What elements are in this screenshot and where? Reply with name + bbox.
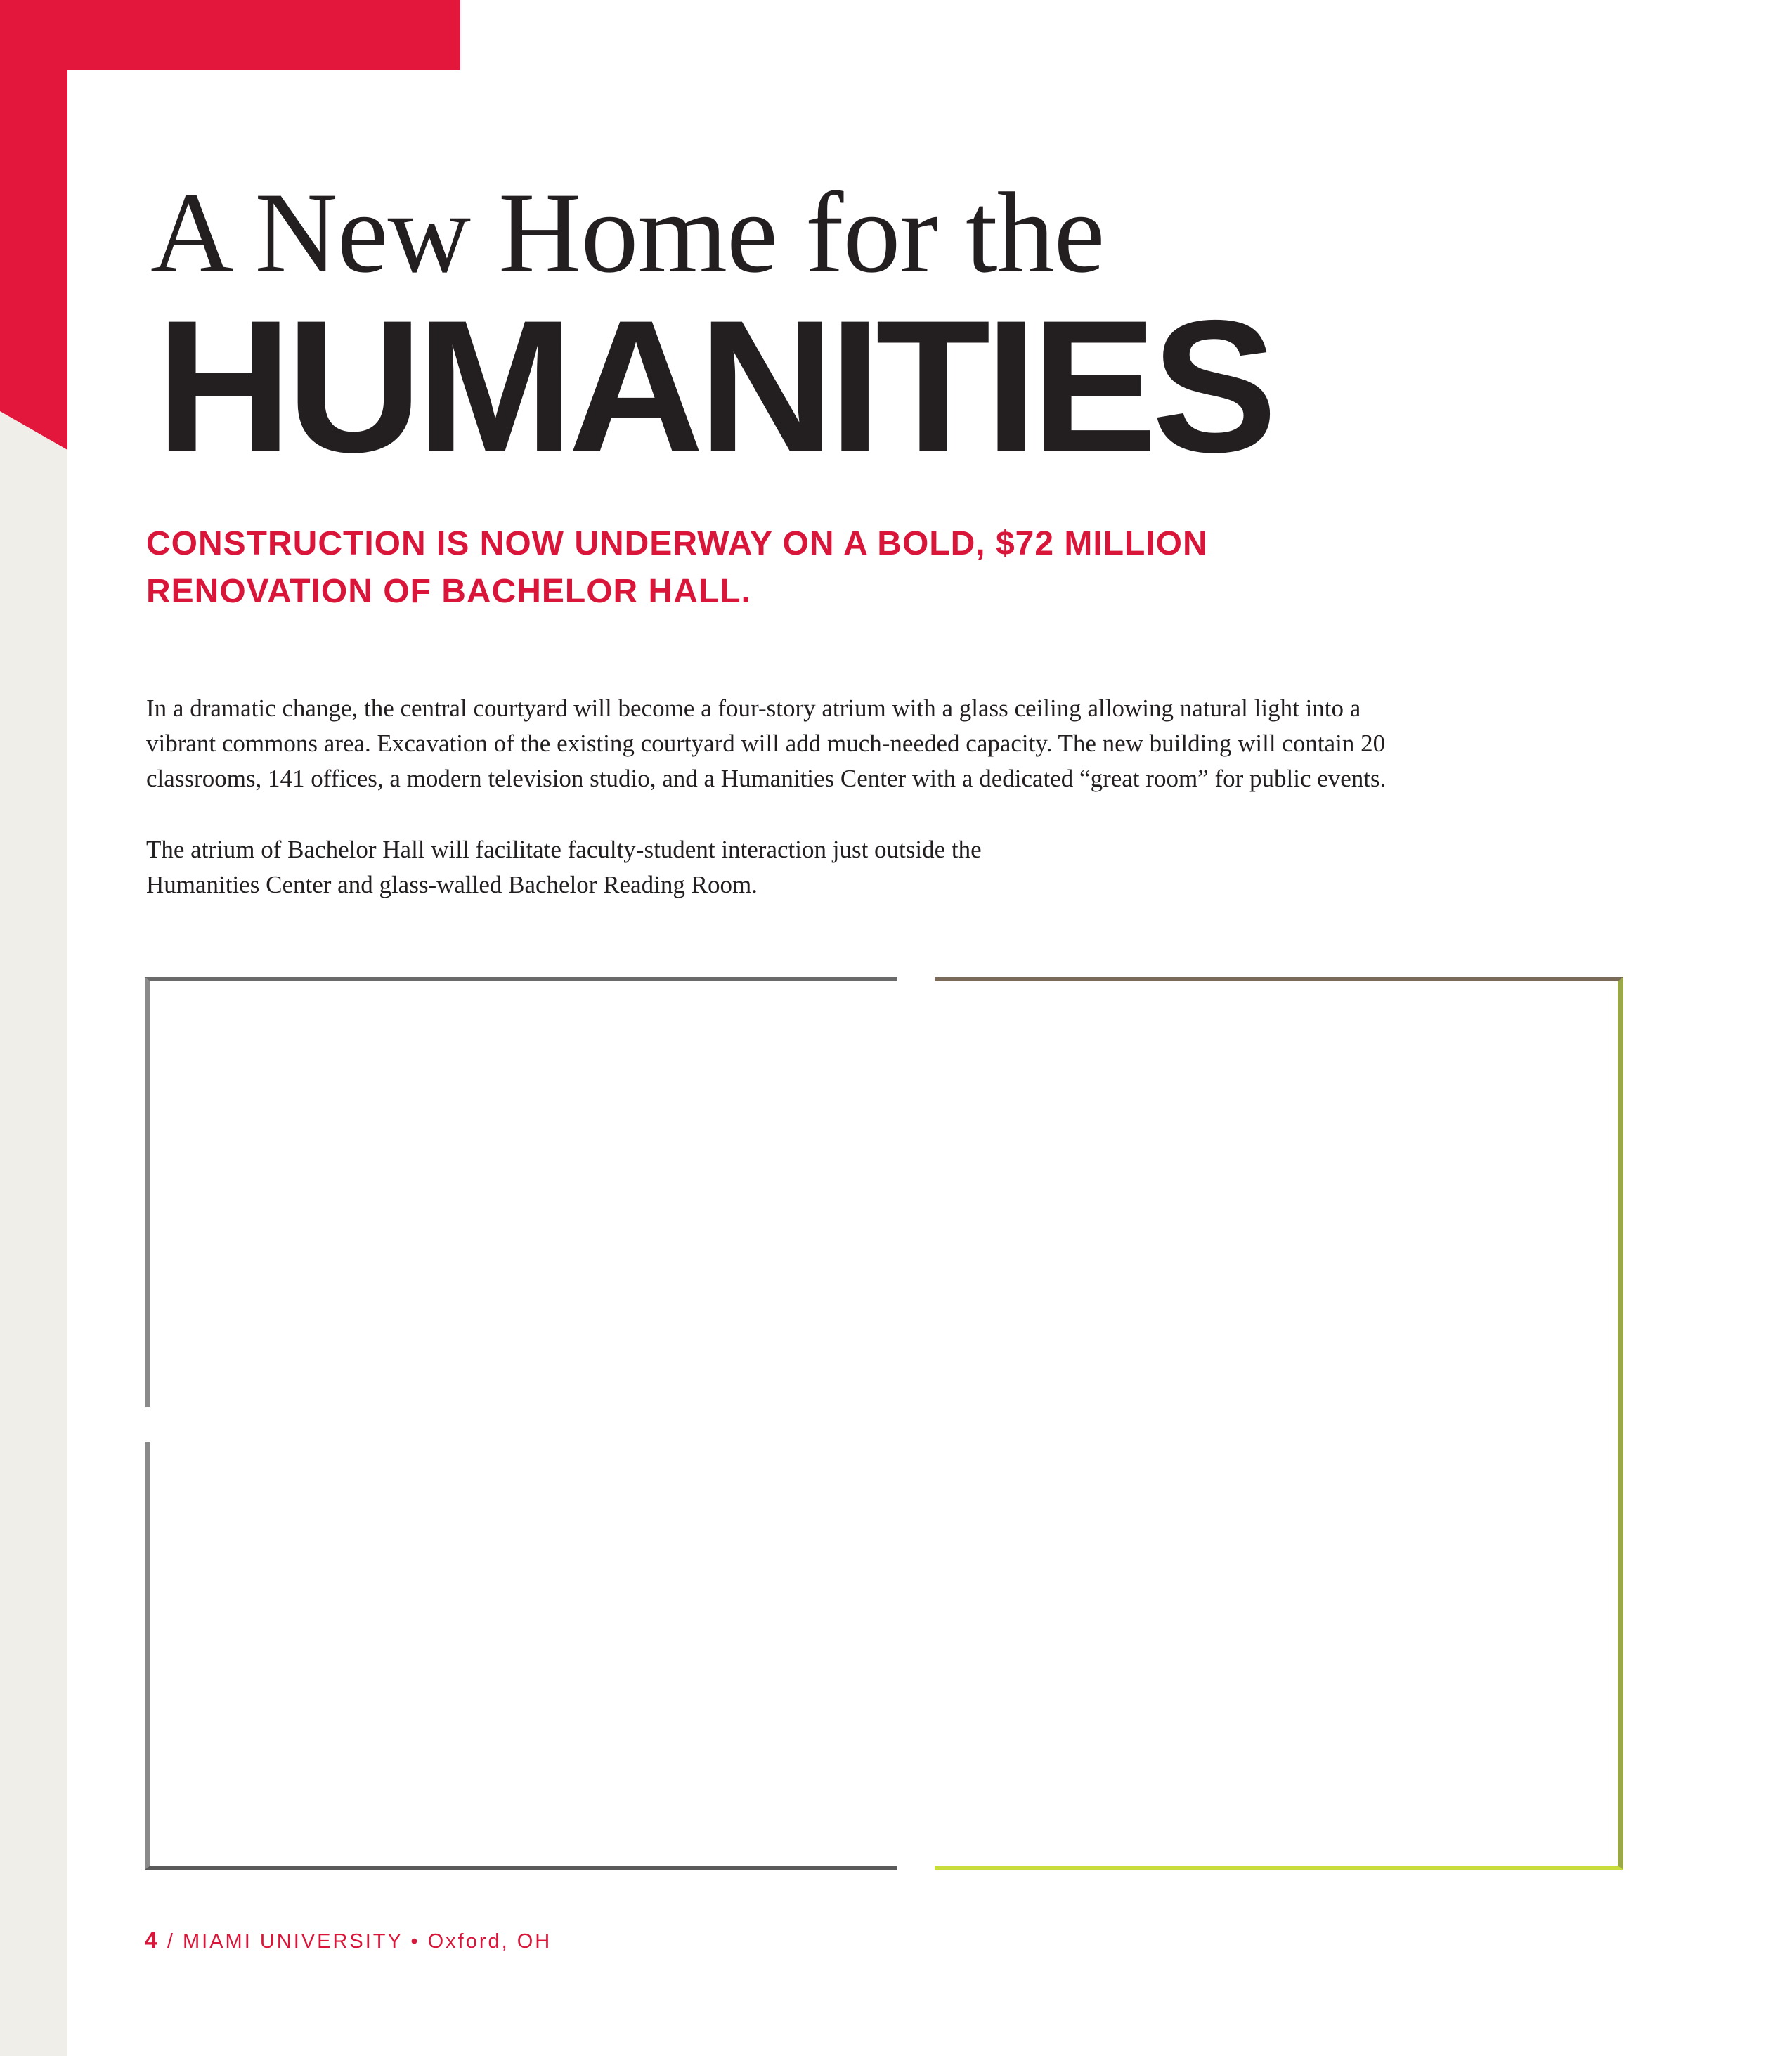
headline-main: HUMANITIES (156, 280, 1272, 491)
paragraph-line: Humanities Center and glass-walled Bachelor Reading Room. (146, 871, 758, 898)
paragraph-line: classrooms, 141 offices, a modern television studio, and a Humanities Center with a dedicated “great room” for public events. (146, 765, 1387, 792)
body-paragraph-2 (146, 832, 1622, 903)
page-number: 4 (145, 1927, 160, 1953)
body-paragraph-1 (146, 691, 1622, 796)
photo-frame-gap (143, 1407, 152, 1442)
headline-kicker: A New Home for the (150, 169, 1105, 297)
subhead-line: CONSTRUCTION IS NOW UNDERWAY ON A BOLD, $72 MILLION (146, 525, 1208, 562)
subhead-line: RENOVATION OF BACHELOR HALL. (146, 573, 751, 610)
page-footer (145, 1927, 552, 1953)
subheadline (146, 520, 1271, 616)
paragraph-line: The atrium of Bachelor Hall will facilitate faculty-student interaction just outside the (146, 836, 982, 863)
footer-bullet: • (410, 1930, 420, 1953)
photo-right (935, 977, 1623, 1870)
top-red-band (0, 0, 460, 70)
red-corner-tab (0, 0, 67, 450)
footer-institution: MIAMI UNIVERSITY (182, 1930, 403, 1953)
footer-location: Oxford, OH (427, 1930, 552, 1953)
paragraph-line: In a dramatic change, the central courtyard will become a four-story atrium with a glass ceiling allowing natural light into a (146, 694, 1361, 722)
photo-left (145, 977, 897, 1870)
paragraph-line: vibrant commons area. Excavation of the existing courtyard will add much-needed capacity. The new building will contain 20 (146, 730, 1386, 757)
footer-separator: / (167, 1930, 175, 1953)
